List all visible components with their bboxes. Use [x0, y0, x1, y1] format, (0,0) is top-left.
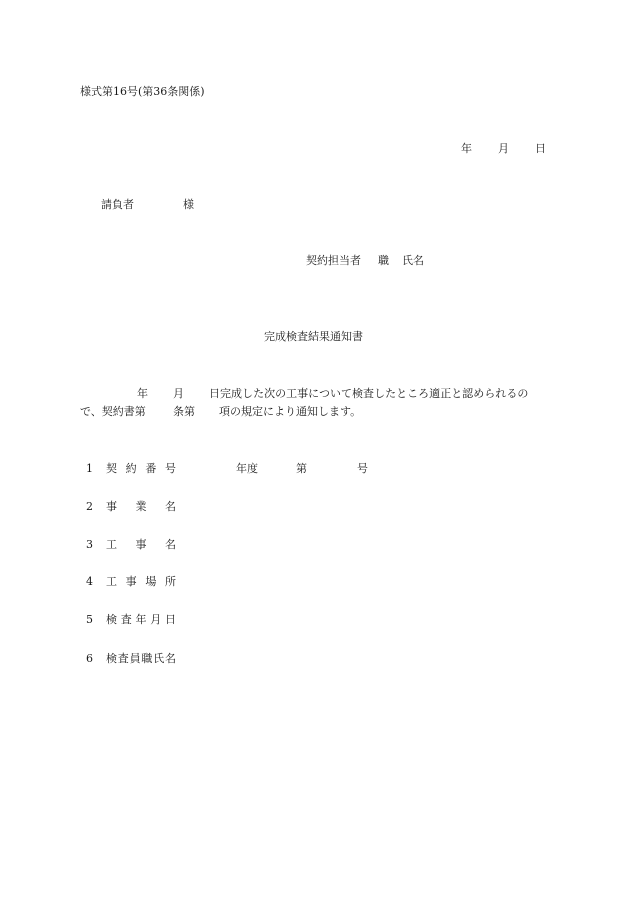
contract-fiscal-year: 年度 [236, 462, 258, 475]
item-number: 4 [86, 575, 93, 588]
body-line2-c: 項の規定により通知します。 [219, 405, 362, 418]
body-line2-a: で、契約書第 [80, 405, 146, 418]
recipient-label: 請負者 [101, 198, 134, 211]
item-number: 5 [86, 613, 93, 626]
item-number: 2 [86, 500, 93, 513]
date-day: 日 [535, 142, 546, 155]
recipient-honorific: 様 [183, 198, 194, 211]
form-number: 様式第16号(第36条関係) [80, 85, 205, 98]
body-line2-b: 条第 [173, 405, 195, 418]
item-label-contract-number: 契 約 番 号 [106, 462, 176, 475]
date-month: 月 [498, 142, 509, 155]
item-label-inspector-name: 検 査 員 職 氏 名 [106, 652, 176, 665]
sender-title: 職 [378, 254, 389, 267]
document-title: 完成検査結果通知書 [264, 330, 363, 343]
item-number: 1 [86, 462, 93, 475]
item-number: 6 [86, 652, 93, 665]
sender-label: 契約担当者 [306, 254, 361, 267]
contract-go: 号 [357, 462, 368, 475]
body-line1: 日完成した次の工事について検査したところ適正と認められるの [209, 387, 529, 400]
item-number: 3 [86, 538, 93, 551]
item-label-inspection-date: 検 査 年 月 日 [106, 613, 176, 626]
body-month: 月 [173, 387, 184, 400]
sender-name: 氏名 [402, 254, 424, 267]
item-label-work-location: 工 事 場 所 [106, 575, 176, 588]
contract-dai: 第 [296, 462, 307, 475]
item-label-project-name: 事 業 名 [106, 500, 176, 513]
body-year: 年 [137, 387, 148, 400]
date-year: 年 [461, 142, 472, 155]
item-label-work-name: 工 事 名 [106, 538, 176, 551]
